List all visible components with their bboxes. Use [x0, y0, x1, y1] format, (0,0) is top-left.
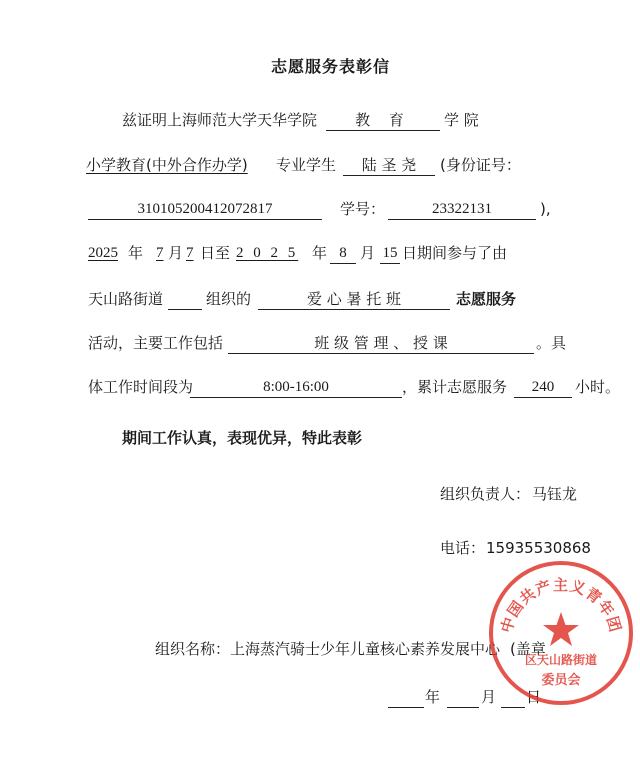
date-day-label: 日 [526, 688, 542, 706]
student-number-blank: 23322131 [388, 199, 536, 220]
student-number-label: 学号： [340, 200, 386, 218]
end-month: 8 [330, 243, 356, 264]
college-blank: 教 育 [326, 110, 440, 131]
time-period-blank: 8:00-16:00 [190, 377, 402, 398]
time-period-label: 体工作时间段为 [88, 378, 194, 396]
student-number-suffix: ), [540, 200, 551, 218]
major-text: 小学教育(中外合作办学) [86, 156, 248, 174]
seal-inner-text: 区天山路街道 [524, 653, 598, 667]
official-seal [486, 558, 636, 708]
date-year-label: 年 [425, 688, 441, 706]
seal-label: (盖章 [510, 640, 546, 658]
year-char-1: 年 [128, 244, 144, 262]
work-content-blank: 班 级 管 理 、 授 课 [228, 333, 534, 354]
phone-number: 15935530868 [486, 539, 591, 557]
organizer-blank [168, 289, 202, 310]
phone-label: 电话： [440, 539, 486, 557]
id-number-blank: 310105200412072817 [88, 199, 322, 220]
organized-label: 组织的 [206, 290, 252, 308]
start-day: 7 [186, 245, 194, 261]
seal-bottom-text: 委员会 [541, 673, 581, 688]
seal-outer-text: 中国共产主义青年团 [497, 576, 625, 635]
college-suffix: 学 院 [444, 111, 479, 129]
volunteer-service-label: 志愿服务 [456, 290, 517, 308]
work-suffix: 。具 [536, 334, 567, 352]
start-year: 2025 [88, 245, 118, 261]
student-name-blank: 陆 圣 尧 [343, 155, 435, 176]
major-label: 专业学生 [276, 156, 337, 174]
leader-name: 马钰龙 [532, 485, 578, 503]
date-to: 日至 [200, 244, 231, 262]
period-suffix: 日期间参与了由 [402, 244, 508, 262]
date-month-blank [447, 687, 479, 708]
total-hours-blank: 240 [514, 377, 572, 398]
id-number-label: (身份证号： [440, 156, 521, 174]
date-year-blank [388, 687, 424, 708]
hours-suffix: 小时。 [575, 378, 621, 396]
start-month: 7 [156, 245, 164, 261]
commendation-text: 期间工作认真，表现优异，特此表彰 [122, 429, 363, 447]
month-char-2: 月 [360, 244, 376, 262]
month-char-1: 月 [168, 244, 184, 262]
org-name: 上海蒸汽骑士少年儿童核心素养发展中心 [230, 640, 501, 658]
work-prefix: 活动，主要工作包括 [88, 334, 224, 352]
org-name-label: 组织名称： [155, 640, 231, 658]
letter-title: 志愿服务表彰信 [271, 57, 391, 76]
end-year: 2 0 2 5 [236, 245, 299, 261]
certify-prefix: 兹证明上海师范大学天华学院 [122, 111, 318, 129]
leader-label: 组织负责人： [440, 485, 531, 503]
total-hours-label: ，累计志愿服务 [402, 378, 508, 396]
year-char-2: 年 [312, 244, 328, 262]
end-day: 15 [380, 243, 400, 264]
organizer-name: 天山路街道 [88, 290, 164, 308]
program-blank: 爱 心 暑 托 班 [258, 289, 450, 310]
date-month-label: 月 [481, 688, 497, 706]
